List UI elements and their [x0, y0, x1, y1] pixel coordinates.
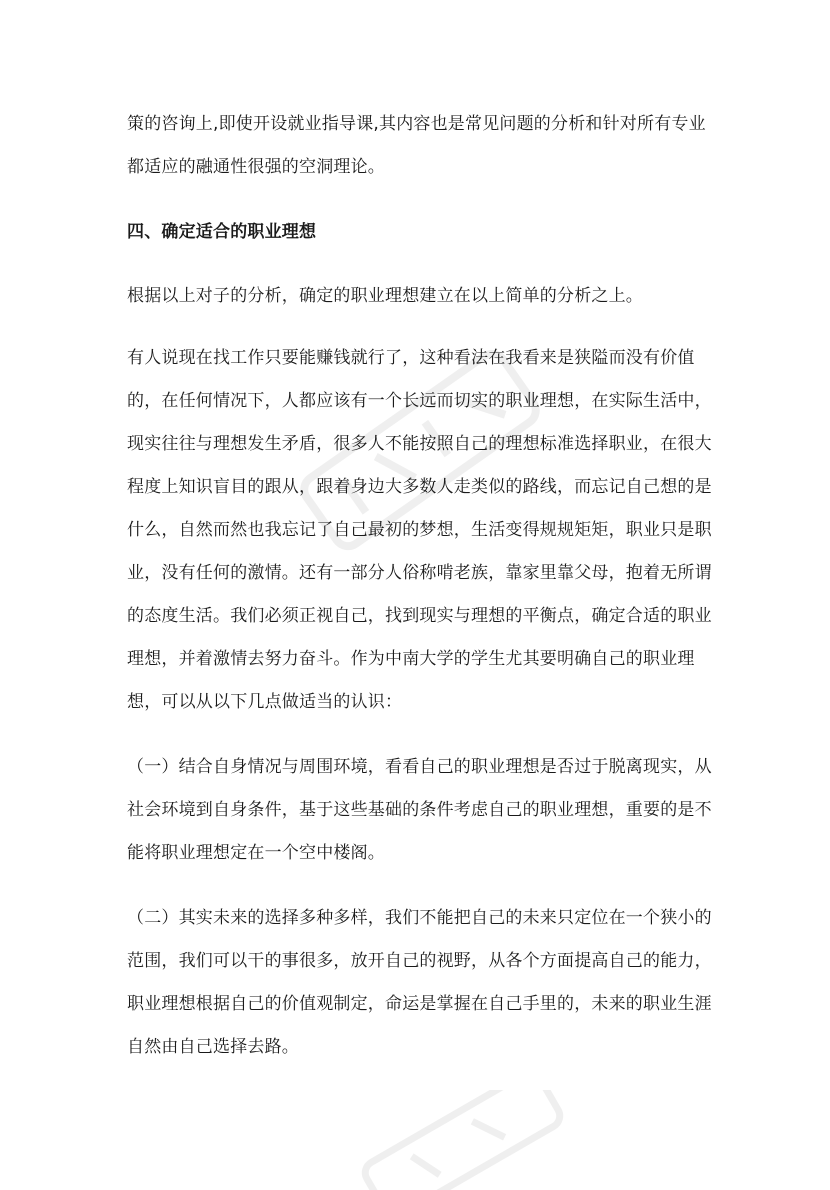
paragraph-line: 职业理想根据自己的价值观制定，命运是掌握在自己手里的，未来的职业生涯 [127, 994, 712, 1014]
paragraph-line: 有人说现在找工作只要能赚钱就行了，这种看法在我看来是狭隘而没有价值 [127, 348, 695, 368]
paragraph-line: 程度上知识盲目的跟从，跟着身边大多数人走类似的路线，而忘记自己想的是 [127, 477, 712, 497]
paragraph-line: （一）结合自身情况与周围环境，看看自己的职业理想是否过于脱离现实，从 [127, 757, 712, 777]
paragraph-line: 根据以上对子的分析，确定的职业理想建立在以上简单的分析之上。 [127, 286, 643, 306]
paragraph-line: 理想，并着激情去努力奋斗。作为中南大学的学生尤其要明确自己的职业理 [127, 649, 695, 669]
paragraph-line: 现实往往与理想发生矛盾，很多人不能按照自己的理想标准选择职业，在很大 [127, 434, 712, 454]
paragraph-line: 的态度生活。我们必须正视自己，找到现实与理想的平衡点，确定合适的职业 [127, 606, 712, 626]
paragraph-line: 想，可以从以下几点做适当的认识： [127, 692, 403, 712]
paragraph-line: 什么，自然而然也我忘记了自己最初的梦想，生活变得规规矩矩，职业只是职 [127, 520, 712, 540]
paragraph-line: （二）其实未来的选择多种多样，我们不能把自己的未来只定位在一个狭小的 [127, 908, 712, 928]
paragraph-line: 的，在任何情况下，人都应该有一个长远而切实的职业理想，在实际生活中， [127, 391, 712, 411]
paragraph-line: 范围，我们可以干的事很多，放开自己的视野，从各个方面提高自己的能力， [127, 951, 712, 971]
section-heading: 四、确定适合的职业理想 [127, 222, 317, 242]
paragraph-line: 都适应的融通性很强的空洞理论。 [127, 157, 385, 177]
paragraph-line: 策的咨询上,即使开设就业指导课,其内容也是常见问题的分析和针对所有专业 [127, 114, 706, 134]
watermark-icon-bottom [330, 1090, 590, 1190]
paragraph-line: 自然由自己选择去路。 [127, 1037, 299, 1057]
paragraph-line: 能将职业理想定在一个空中楼阁。 [127, 843, 385, 863]
paragraph-line: 业，没有任何的激情。还有一部分人俗称啃老族，靠家里靠父母，抱着无所谓 [127, 563, 712, 583]
paragraph-line: 社会环境到自身条件，基于这些基础的条件考虑自己的职业理想，重要的是不 [127, 800, 712, 820]
